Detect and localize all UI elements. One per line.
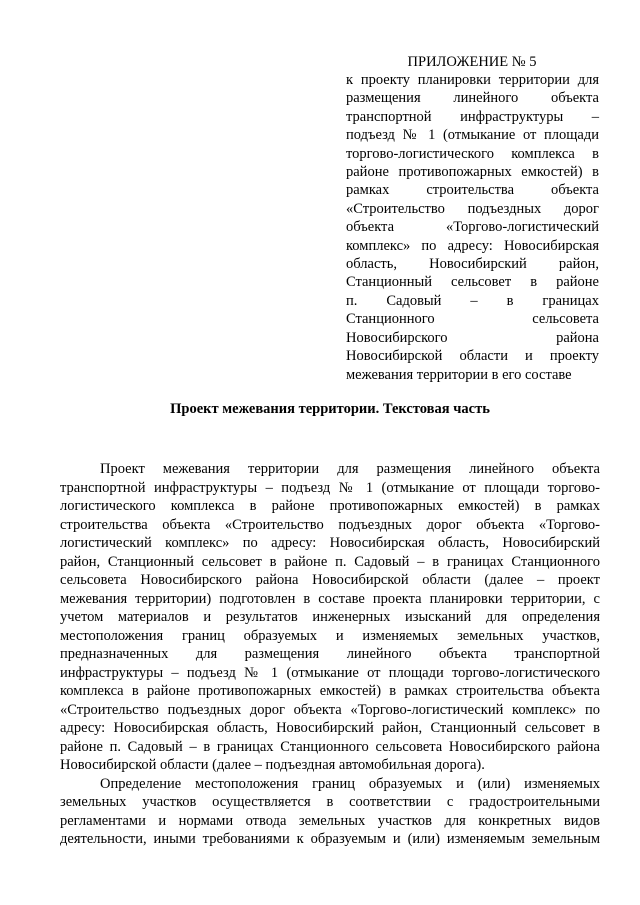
- body-line: Проект межевания территории для размещения линейного объекта: [100, 461, 600, 477]
- body-line: «Строительство подъездных дорог объекта «Торгово-логистический комплекс» по: [60, 701, 600, 718]
- section-title: Проект межевания территории. Текстовая часть: [170, 401, 490, 417]
- body-line: Новосибирской области (далее – подъездная автомобильная дорога).: [60, 757, 485, 773]
- body-line: земельных участков осуществляется в соответствии с градостроительными: [60, 794, 600, 810]
- appendix-line: подъезд № 1 (отмыкание от площади: [346, 127, 599, 144]
- body-line: Определение местоположения границ образуемых и (или) изменяемых: [100, 775, 600, 792]
- appendix-line: Станционный сельсовет в районе: [346, 274, 599, 291]
- body-line: регламентами и нормами отвода земельных участков для конкретных видов: [60, 812, 600, 829]
- body-line: адресу: Новосибирская область, Новосибирский район, Станционный сельсовет в: [60, 720, 600, 736]
- appendix-line: к проекту планировки территории для: [346, 72, 599, 88]
- appendix-line: «Строительство подъездных дорог: [346, 200, 599, 217]
- appendix-line: торгово-логистического комплекса в: [346, 145, 599, 162]
- body-line: логистического комплекса в районе противопожарных емкостей) в рамках: [60, 498, 600, 514]
- appendix-line: комплекс» по адресу: Новосибирская: [346, 237, 599, 254]
- body-line: логистический комплекс» по адресу: Новосибирская область, Новосибирский: [60, 535, 600, 551]
- body-line: учетом материалов и результатов инженерных изысканий для определения: [60, 609, 600, 625]
- body-line: деятельности, иными требованиями к образуемым и (или) изменяемым земельным: [60, 831, 600, 847]
- appendix-line: Новосибирского района: [346, 329, 599, 346]
- appendix-line: Новосибирской области и проекту: [346, 348, 599, 365]
- appendix-line: межевания территории в его составе: [346, 366, 572, 383]
- body-line: предназначенных для размещения линейного объекта транспортной: [60, 646, 600, 662]
- appendix-line: размещения линейного объекта: [346, 90, 599, 107]
- appendix-line: п. Садовый – в границах: [346, 292, 599, 309]
- appendix-line: область, Новосибирский район,: [346, 256, 599, 273]
- body-line: сельсовета Новосибирского района Новосибирской области (далее – проект: [60, 572, 600, 588]
- body-line: районе п. Садовый – в границах Станционного сельсовета Новосибирского района: [60, 738, 600, 755]
- appendix-line: районе противопожарных емкостей) в: [346, 164, 599, 181]
- body-line: транспортной инфраструктуры – подъезд № 1 (отмыкание от площади торгово-: [60, 479, 600, 496]
- appendix-line: рамках строительства объекта: [346, 182, 599, 199]
- body-line: инфраструктуры – подъезд № 1 (отмыкание от площади торгово-логистического: [60, 664, 600, 681]
- body-text: [60, 460, 600, 849]
- body-line: местоположения границ образуемых и изменяемых земельных участков,: [60, 627, 600, 644]
- appendix-line: объекта «Торгово-логистический: [346, 219, 599, 236]
- appendix-description: [346, 71, 599, 384]
- appendix-title: ПРИЛОЖЕНИЕ № 5: [407, 54, 537, 70]
- body-line: комплекса в районе противопожарных емкостей) в рамках строительства объекта: [60, 683, 600, 699]
- body-line: район, Станционный сельсовет в районе п. Садовый – в границах Станционного: [60, 553, 600, 570]
- body-line: межевания территории) подготовлен в составе проекта планировки территории, с: [60, 590, 600, 607]
- body-line: строительства объекта «Строительство подъездных дорог объекта «Торгово-: [60, 516, 600, 533]
- appendix-line: Станционного сельсовета: [346, 311, 599, 328]
- appendix-line: транспортной инфраструктуры –: [346, 108, 599, 125]
